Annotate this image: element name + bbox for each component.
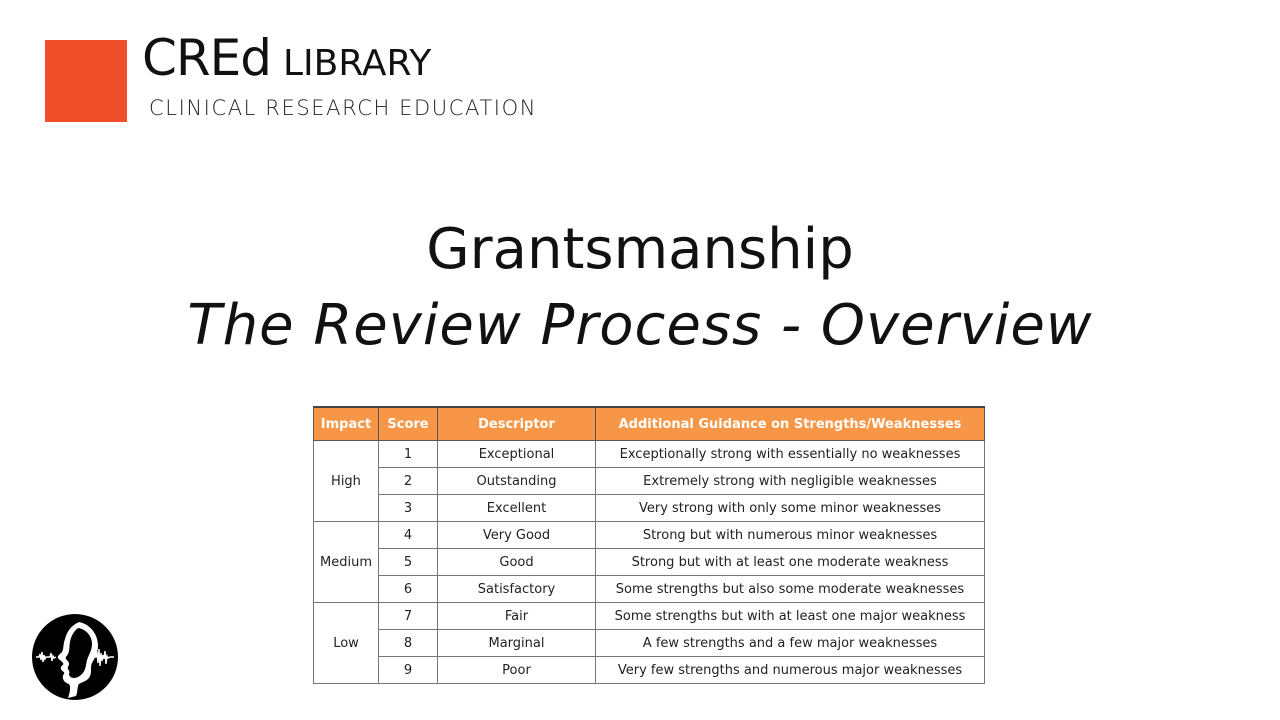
- brand-logo-square: [45, 40, 127, 122]
- guidance-cell: Very few strengths and numerous major weaknesses: [596, 657, 985, 684]
- score-cell: 2: [379, 468, 438, 495]
- descriptor-cell: Marginal: [438, 630, 596, 657]
- table-row: [314, 549, 985, 576]
- brand-name-cred: CREd: [142, 29, 271, 87]
- table-row: [314, 630, 985, 657]
- header-impact: Impact: [314, 407, 379, 441]
- descriptor-cell: Good: [438, 549, 596, 576]
- table-row: [314, 495, 985, 522]
- score-cell: 9: [379, 657, 438, 684]
- brand-tagline: CLINICAL RESEARCH EDUCATION: [149, 96, 538, 120]
- scoring-table: [313, 406, 985, 684]
- impact-cell-low: Low: [314, 603, 379, 684]
- brand-name-library: LIBRARY: [282, 43, 432, 84]
- guidance-cell: Very strong with only some minor weaknesses: [596, 495, 985, 522]
- descriptor-cell: Excellent: [438, 495, 596, 522]
- descriptor-cell: Very Good: [438, 522, 596, 549]
- guidance-cell: Exceptionally strong with essentially no weaknesses: [596, 441, 985, 468]
- guidance-cell: Some strengths but also some moderate weaknesses: [596, 576, 985, 603]
- table-row: [314, 468, 985, 495]
- score-cell: 7: [379, 603, 438, 630]
- header-score: Score: [379, 407, 438, 441]
- descriptor-cell: Poor: [438, 657, 596, 684]
- descriptor-cell: Satisfactory: [438, 576, 596, 603]
- score-cell: 6: [379, 576, 438, 603]
- score-cell: 8: [379, 630, 438, 657]
- guidance-cell: A few strengths and a few major weaknesses: [596, 630, 985, 657]
- score-cell: 1: [379, 441, 438, 468]
- listening-head-soundwave-icon: [32, 614, 118, 700]
- table-row: [314, 657, 985, 684]
- impact-cell-high: High: [314, 441, 379, 522]
- score-cell: 4: [379, 522, 438, 549]
- header-guidance: Additional Guidance on Strengths/Weaknesses: [596, 407, 985, 441]
- table-row: [314, 603, 985, 630]
- slide-title: Grantsmanship: [426, 217, 854, 282]
- header-descriptor: Descriptor: [438, 407, 596, 441]
- impact-cell-medium: Medium: [314, 522, 379, 603]
- table-row: [314, 441, 985, 468]
- guidance-cell: Extremely strong with negligible weaknesses: [596, 468, 985, 495]
- descriptor-cell: Exceptional: [438, 441, 596, 468]
- brand-logo-title: [142, 29, 432, 87]
- table-row: [314, 522, 985, 549]
- guidance-cell: Strong but with numerous minor weaknesses: [596, 522, 985, 549]
- descriptor-cell: Fair: [438, 603, 596, 630]
- slide-subtitle: The Review Process - Overview: [187, 293, 1093, 358]
- table-header-row: [314, 407, 985, 441]
- score-cell: 5: [379, 549, 438, 576]
- descriptor-cell: Outstanding: [438, 468, 596, 495]
- guidance-cell: Strong but with at least one moderate weakness: [596, 549, 985, 576]
- guidance-cell: Some strengths but with at least one major weakness: [596, 603, 985, 630]
- table-row: [314, 576, 985, 603]
- score-cell: 3: [379, 495, 438, 522]
